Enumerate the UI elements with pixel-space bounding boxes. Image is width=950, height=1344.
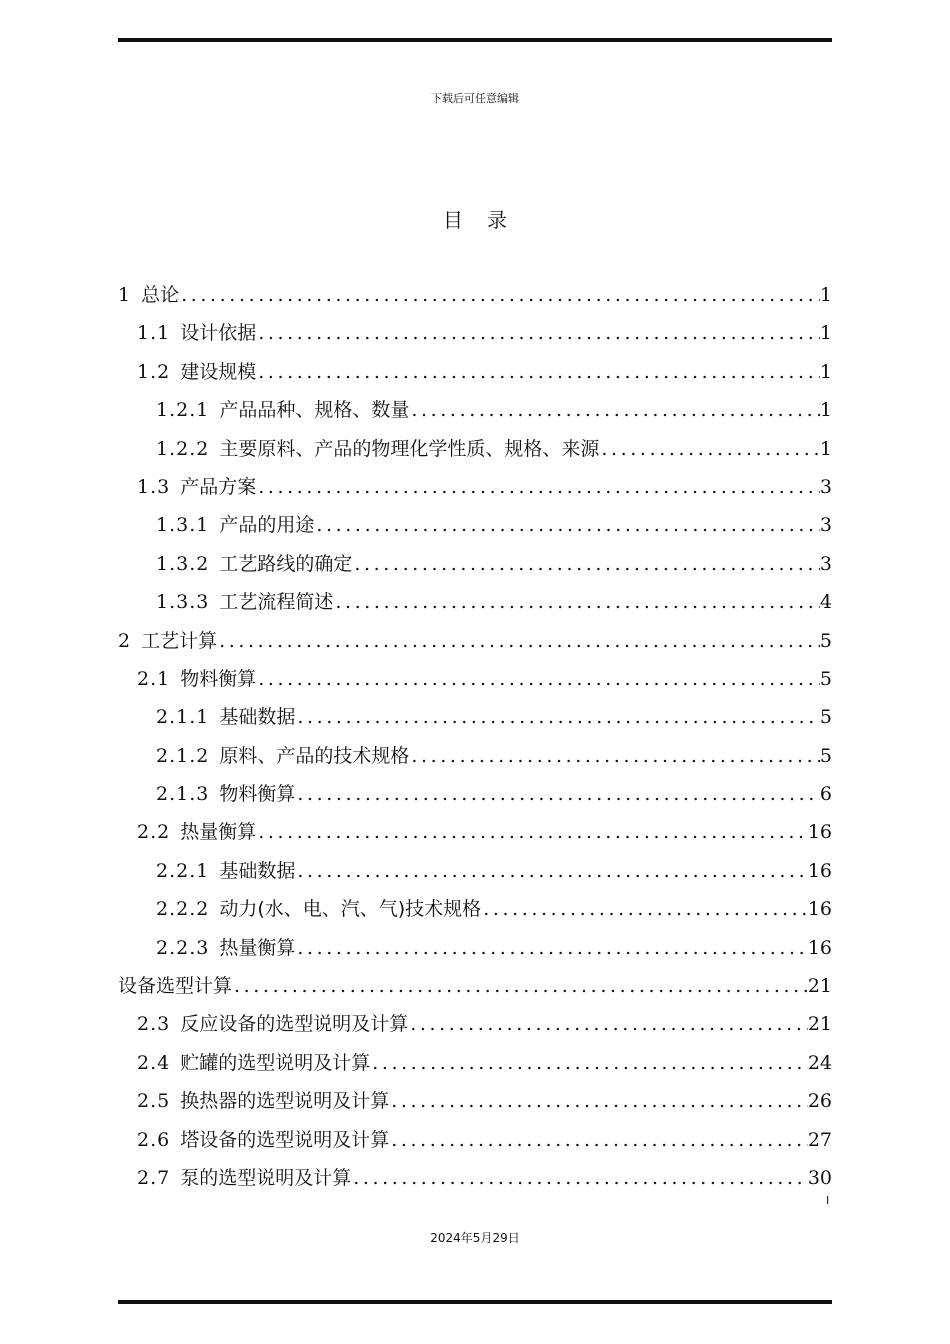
toc-entry[interactable] [118, 506, 832, 544]
toc-entry-page: 1 [819, 322, 832, 345]
footer-rule [118, 1300, 832, 1304]
toc-dot-leader [370, 1044, 808, 1082]
toc-dot-leader [389, 1121, 808, 1159]
toc-entry-title: 总论 [141, 284, 180, 306]
toc-entry-page: 16 [807, 898, 832, 921]
toc-entry-number: 2.1.2 [156, 744, 210, 767]
toc-entry-page: 5 [819, 706, 832, 729]
toc-entry-number: 1 [118, 284, 132, 306]
toc-entry[interactable] [118, 545, 832, 583]
toc-entry[interactable] [118, 622, 832, 660]
toc-entry-number: 2.2.3 [156, 936, 210, 959]
toc-dot-leader [232, 967, 808, 1005]
toc-entry-title: 贮罐的选型说明及计算 [180, 1051, 371, 1074]
toc-entry[interactable] [118, 391, 832, 429]
toc-entry-title: 塔设备的选型说明及计算 [180, 1128, 390, 1151]
toc-entry-number: 1.1 [137, 322, 171, 345]
toc-entry[interactable] [118, 775, 832, 813]
toc-dot-leader [256, 468, 820, 506]
toc-entry[interactable] [118, 1121, 832, 1159]
toc-entry[interactable] [118, 276, 832, 314]
toc-entry[interactable] [118, 468, 832, 506]
toc-entry-page: 1 [819, 284, 832, 306]
toc-dot-leader [352, 545, 820, 583]
toc-dot-leader [217, 622, 820, 660]
toc-dot-leader [295, 852, 807, 890]
toc-entry-number: 2.2 [137, 821, 171, 844]
toc-entry-page: 6 [819, 783, 832, 806]
table-of-contents [118, 276, 832, 1197]
toc-entry-number: 2.3 [137, 1013, 171, 1036]
header-note: 下载后可任意编辑 [431, 92, 519, 105]
toc-entry-number: 2.1 [137, 667, 171, 690]
toc-dot-leader [408, 1005, 808, 1043]
toc-entry-number: 2.2.2 [156, 898, 210, 921]
toc-entry-title: 基础数据 [219, 706, 296, 729]
toc-entry-title: 工艺流程简述 [219, 591, 334, 614]
toc-entry[interactable] [118, 353, 832, 391]
toc-entry-page: 16 [807, 821, 832, 844]
toc-entry-title: 泵的选型说明及计算 [180, 1166, 352, 1189]
toc-entry[interactable] [118, 1159, 832, 1197]
toc-dot-leader [295, 775, 820, 813]
toc-entry-page: 5 [819, 667, 832, 690]
toc-entry[interactable] [118, 737, 832, 775]
toc-entry-page: 3 [819, 514, 832, 537]
header-rule [118, 38, 832, 42]
toc-dot-leader [409, 391, 820, 429]
toc-dot-leader [256, 353, 820, 391]
toc-dot-leader [389, 1082, 808, 1120]
toc-entry[interactable] [118, 583, 832, 621]
toc-dot-leader [256, 314, 820, 352]
toc-dot-leader [351, 1159, 808, 1197]
toc-entry-number: 1.3.3 [156, 591, 210, 614]
toc-entry-page: 27 [807, 1128, 832, 1151]
toc-entry-page: 1 [819, 399, 832, 422]
toc-entry-page: 3 [819, 475, 832, 498]
toc-entry-title: 基础数据 [219, 859, 296, 882]
toc-entry[interactable] [118, 314, 832, 352]
toc-entry-title: 热量衡算 [219, 936, 296, 959]
toc-entry-page: 26 [807, 1090, 832, 1113]
toc-entry-number: 1.3.2 [156, 552, 210, 575]
toc-entry-number: 1.2 [137, 360, 171, 383]
toc-entry-title: 产品品种、规格、数量 [219, 399, 410, 422]
toc-entry[interactable] [118, 1082, 832, 1120]
page-number: I [826, 1194, 830, 1207]
toc-entry-title: 产品方案 [180, 475, 257, 498]
toc-entry[interactable] [118, 698, 832, 736]
toc-entry-page: 30 [807, 1166, 832, 1189]
toc-entry-page: 1 [819, 360, 832, 383]
toc-entry[interactable] [118, 967, 832, 1005]
toc-entry[interactable] [118, 890, 832, 928]
toc-dot-leader [295, 698, 820, 736]
toc-entry-title: 工艺计算 [141, 629, 218, 652]
toc-entry[interactable] [118, 660, 832, 698]
toc-entry-title: 反应设备的选型说明及计算 [180, 1013, 409, 1036]
toc-entry-number: 2.4 [137, 1051, 171, 1074]
toc-entry-page: 3 [819, 552, 832, 575]
toc-dot-leader [256, 660, 820, 698]
toc-dot-leader [481, 890, 808, 928]
toc-entry-number: 2.2.1 [156, 859, 210, 882]
toc-entry[interactable] [118, 929, 832, 967]
toc-entry-title: 物料衡算 [219, 783, 296, 806]
toc-entry-title: 工艺路线的确定 [219, 552, 353, 575]
toc-entry-title: 热量衡算 [180, 821, 257, 844]
toc-entry[interactable] [118, 1044, 832, 1082]
toc-entry-title: 设计依据 [180, 322, 257, 345]
toc-entry-number: 2.5 [137, 1090, 171, 1113]
toc-title: 目录 [443, 208, 531, 232]
toc-entry-page: 21 [807, 975, 832, 998]
toc-dot-leader [409, 737, 820, 775]
toc-dot-leader [333, 583, 820, 621]
toc-entry-title: 原料、产品的技术规格 [219, 744, 410, 767]
toc-dot-leader [599, 430, 820, 468]
toc-entry-number: 1.3.1 [156, 514, 210, 537]
toc-entry-page: 16 [807, 859, 832, 882]
toc-entry-number: 1.3 [137, 475, 171, 498]
toc-dot-leader [295, 929, 807, 967]
toc-entry-page: 21 [807, 1013, 832, 1036]
toc-entry-page: 5 [819, 744, 832, 767]
toc-entry-title: 主要原料、产品的物理化学性质、规格、来源 [219, 437, 600, 460]
footer-date: 2024年5月29日 [430, 1231, 520, 1245]
toc-entry[interactable] [118, 813, 832, 851]
toc-entry[interactable] [118, 1005, 832, 1043]
toc-entry-number: 2.1.3 [156, 783, 210, 806]
toc-entry-title: 换热器的选型说明及计算 [180, 1090, 390, 1113]
toc-entry-page: 24 [807, 1051, 832, 1074]
toc-entry[interactable] [118, 430, 832, 468]
toc-entry-title: 产品的用途 [219, 514, 315, 537]
toc-entry[interactable] [118, 852, 832, 890]
toc-entry-page: 1 [819, 437, 832, 460]
toc-entry-title: 动力(水、电、汽、气)技术规格 [219, 898, 482, 921]
toc-dot-leader [314, 506, 820, 544]
toc-entry-title: 物料衡算 [180, 667, 257, 690]
toc-entry-number: 2.1.1 [156, 706, 210, 729]
toc-dot-leader [256, 813, 808, 851]
toc-entry-number: 1.2.2 [156, 437, 210, 460]
toc-entry-number: 2.6 [137, 1128, 171, 1151]
toc-dot-leader [179, 276, 820, 314]
toc-entry-number: 2 [118, 629, 132, 652]
toc-entry-title: 设备选型计算 [118, 975, 233, 998]
toc-entry-title: 建设规模 [180, 360, 257, 383]
toc-entry-page: 5 [819, 629, 832, 652]
toc-entry-number: 1.2.1 [156, 399, 210, 422]
toc-entry-page: 4 [819, 591, 832, 614]
toc-entry-page: 16 [807, 936, 832, 959]
toc-entry-number: 2.7 [137, 1166, 171, 1189]
